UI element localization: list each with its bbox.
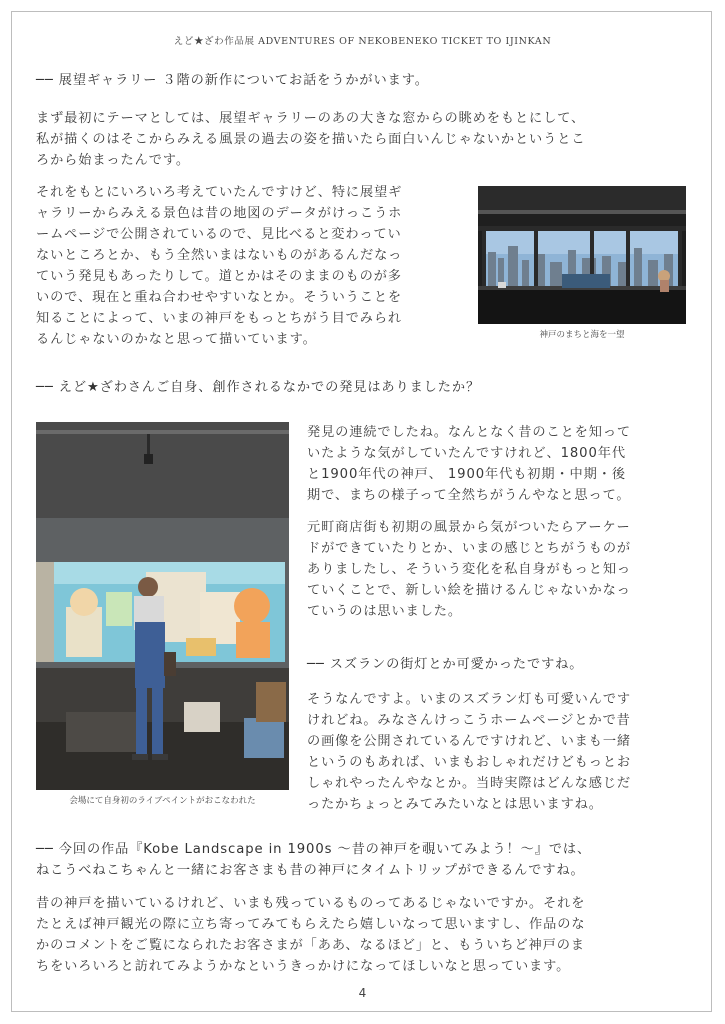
answer-2-paragraph-2: 元町商店街も初期の風景から気がついたらアーケー ドができていたりとか、いまの感じとちがうものが ありましたし、そういう変化を私自身がもっと知っ ていくことで、新しい絵を描けるんじゃないかなっ ていうのは思いました。: [307, 520, 632, 619]
livepaint-photo: [36, 422, 289, 790]
answer-3-paragraph-1: そうなんですよ。いまのスズラン灯も可愛いんです けれどね。みなさんけっこうホームページとかで昔 の画像を公開されているんですけれど、いまも一緒 というのもあれば、いまもおしゃれだけどもっとお しゃれやったんやなとか。当時実際はどんな感じだ ったかちょっとみてみたいなとは思いますね。: [307, 692, 632, 812]
answer-4-paragraph-1: 昔の神戸を描いているけれど、いまも残っているものってあるじゃないですか。それを たとえば神戸観光の際に立ち寄ってみてもらえたら嬉しいなって思いますし、作品のな かのコメントをご覧になられたお客さまが「ああ、なるほど」と、もういちど神戸のま ちをいろいろと訪れてみようかなというきっかけになってほしいなと思っています。: [36, 896, 586, 974]
question-3: ── スズランの街灯とか可愛かったですね。: [307, 657, 584, 672]
answer-2-paragraph-1: 発見の連続でしたね。なんとなく昔のことを知って いたような気がしていたんですけれど、1800年代 と1900年代の神戸、 1900年代も初期・中期・後 期で、まちの様子って全然ちがうんやなと思って。: [307, 425, 632, 503]
cityview-photo: [478, 186, 686, 324]
question-4: ── 今回の作品『Kobe Landscape in 1900s 〜昔の神戸を覗いてみよう！〜』では、 ねこうべねこちゃんと一緒にお客さまも昔の神戸にタイムトリップができるんですね。: [36, 842, 592, 878]
livepaint-illustration: [36, 422, 289, 790]
answer-1-paragraph-1: まず最初にテーマとしては、展望ギャラリーのあの大きな窓からの眺めをもとにして、 私が描くのはそこからみえる風景の過去の姿を描いたら面白いんじゃないかというとこ ろから始まったんです。: [36, 111, 586, 168]
cityview-illustration: [478, 186, 686, 324]
answer-1-paragraph-2: それをもとにいろいろ考えていたんですけど、特に展望ギ ャラリーからみえる景色は昔の地図のデータがけっこうホ ームページで公開されているので、見比べると変わってい ないところとか、もう全然いまはないものがあるんだなっ ていう発見もあったりして。道とかはそのままのものが多 いので、現在と重ね合わせやすいなとか。そういうことを 知ることによって、いまの神戸をもっとちがう目でみられ るんじゃないのかなと思って描いています。: [36, 185, 403, 347]
page-header: えど★ざわ作品展 ADVENTURES OF NEKOBENEKO TICKET TO IJINKAN: [173, 36, 552, 47]
page-number: 4: [358, 986, 367, 1000]
question-1: ── 展望ギャラリー ３階の新作についてお話をうかがいます。: [36, 73, 429, 88]
question-2: ── えど★ざわさんご自身、創作されるなかでの発見はありましたか？: [36, 380, 481, 395]
livepaint-caption: 会場にて自身初のライブペイントがおこなわれた: [69, 796, 256, 806]
cityview-caption: 神戸のまちと海を一望: [539, 330, 625, 340]
